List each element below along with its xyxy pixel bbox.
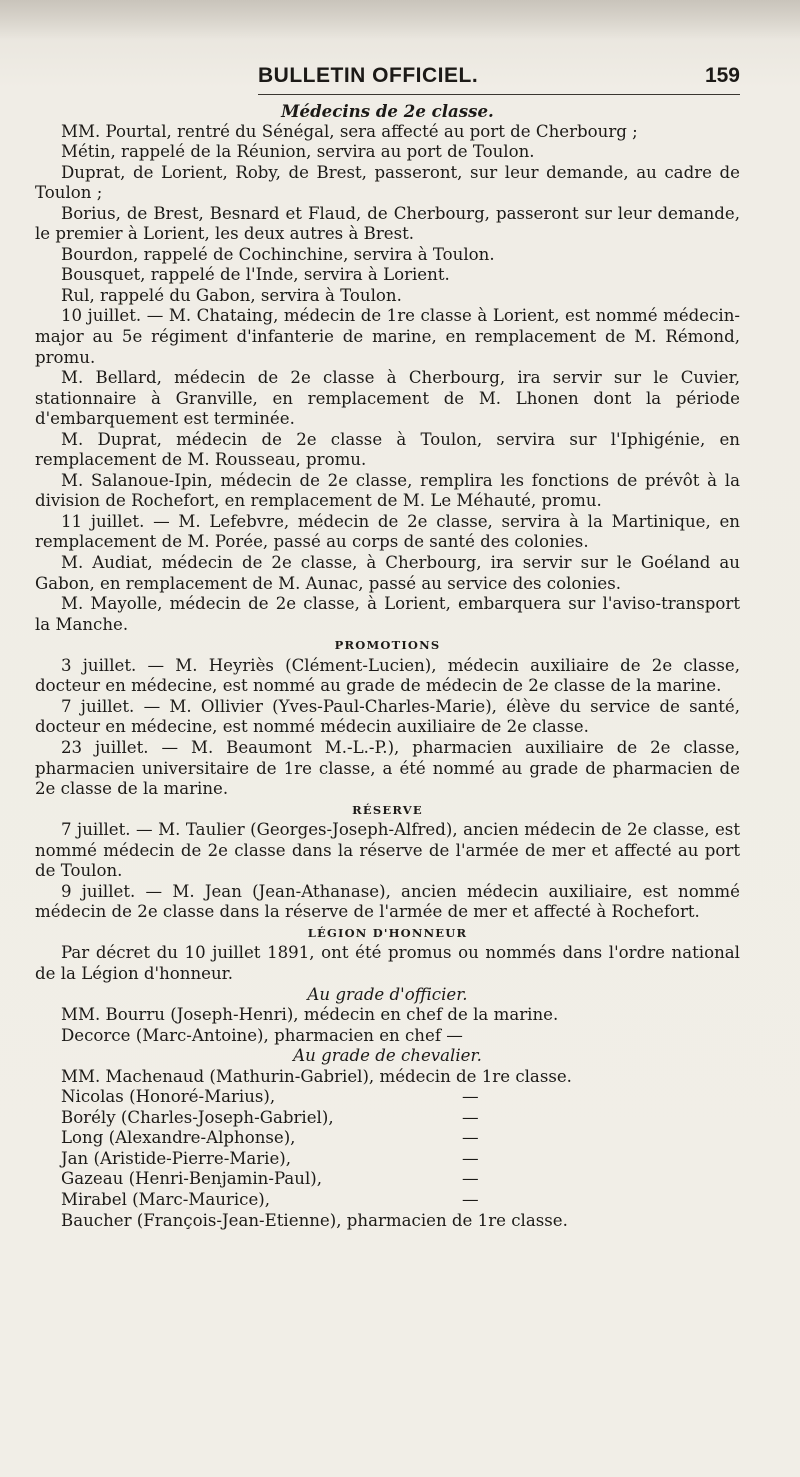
officier-entry: MM. Bourru (Joseph-Henri), médecin en chef de la marine. [61, 1005, 559, 1025]
paragraph: Bourdon, rappelé de Cochinchine, servira à Toulon. [61, 244, 495, 264]
ditto-mark: — [462, 1087, 479, 1107]
paragraph: MM. Pourtal, rentré du Sénégal, sera affecté au port de Cherbourg ; [61, 121, 638, 141]
promotion-entry: 23 juillet. — M. Beaumont M.-L.-P.), pharmacien auxiliaire de 2e classe, pharmacien universitaire de 1re classe, a été nommé au grade de pharmacien de 2e classe de la marine. [35, 737, 740, 799]
ditto-mark: — [462, 1169, 479, 1189]
subheading-officier [35, 985, 740, 1006]
document-body [35, 101, 740, 1231]
ditto-mark: — [462, 1148, 479, 1168]
ditto-mark: — [462, 1107, 479, 1127]
chevalier-entry [35, 1190, 740, 1211]
legion-intro: Par décret du 10 juillet 1891, ont été promus ou nommés dans l'ordre national de la Légion d'honneur. [35, 943, 740, 983]
section-heading-legion: LÉGION D'HONNEUR [307, 925, 468, 940]
ditto-mark: — [462, 1189, 479, 1209]
paragraph: M. Mayolle, médecin de 2e classe, à Lorient, embarquera sur l'aviso-transport la Manche. [35, 594, 740, 634]
paragraph: M. Bellard, médecin de 2e classe à Cherbourg, ira servir sur le Cuvier, stationnaire à Granville, en remplacement de M. Lhonen dont la période d'embarquement est terminée. [35, 368, 740, 429]
section-heading-promotions: PROMOTIONS [334, 638, 441, 653]
chevalier-name: Jan (Aristide-Pierre-Marie), [61, 1148, 292, 1168]
chevalier-name: Gazeau (Henri-Benjamin-Paul), [61, 1169, 322, 1189]
paragraph: 11 juillet. — M. Lefebvre, médecin de 2e classe, servira à la Martinique, en remplacement de M. Porée, passé au corps de santé des colonies. [35, 511, 740, 552]
chevalier-entry: MM. Machenaud (Mathurin-Gabriel), médecin de 1re classe. [61, 1066, 572, 1086]
subheading-chevalier [35, 1046, 740, 1067]
chevalier-entry [35, 1149, 740, 1170]
section-heading-reserve: RÉSERVE [352, 802, 423, 817]
officier-entry: Decorce (Marc-Antoine), pharmacien en chef — [61, 1025, 463, 1045]
page-header [258, 60, 740, 95]
subheading-chevalier-text: Au grade de chevalier. [293, 1046, 482, 1066]
paragraph: M. Audiat, médecin de 2e classe, à Cherbourg, ira servir sur le Goéland au Gabon, en remplacement de M. Aunac, passé au service des colonies. [35, 553, 740, 593]
chevalier-entry [35, 1169, 740, 1190]
scan-shadow [0, 0, 800, 40]
chevalier-name: Long (Alexandre-Alphonse), [61, 1128, 296, 1148]
chevalier-name: Mirabel (Marc-Maurice), [61, 1189, 271, 1209]
paragraph: Métin, rappelé de la Réunion, servira au port de Toulon. [61, 142, 535, 162]
chevalier-entry: Baucher (François-Jean-Etienne), pharmacien de 1re classe. [61, 1210, 568, 1230]
paragraph: 10 juillet. — M. Chataing, médecin de 1re classe à Lorient, est nommé médecin-major au 5e régiment d'infanterie de marine, en remplacement de M. Rémond, promu. [35, 306, 740, 367]
paragraph: Rul, rappelé du Gabon, servira à Toulon. [61, 285, 402, 305]
subheading-officier-text: Au grade d'officier. [307, 984, 468, 1004]
paragraph: Bousquet, rappelé de l'Inde, servira à Lorient. [61, 265, 450, 285]
reserve-entry: 7 juillet. — M. Taulier (Georges-Joseph-Alfred), ancien médecin de 2e classe, est nommé médecin de 2e classe dans la réserve de l'armée de mer et affecté au port de Toulon. [35, 820, 740, 881]
ditto-mark: — [462, 1128, 479, 1148]
chevalier-name: Borély (Charles-Joseph-Gabriel), [61, 1107, 334, 1127]
promotion-entry: 7 juillet. — M. Ollivier (Yves-Paul-Charles-Marie), élève du service de santé, docteur en médecine, est nommé médecin auxiliaire de 2e classe. [35, 696, 740, 737]
promotion-entry: 3 juillet. — M. Heyriès (Clément-Lucien), médecin auxiliaire de 2e classe, docteur en médecine, est nommé au grade de médecin de 2e classe de la marine. [35, 655, 740, 696]
chevalier-entry [35, 1087, 740, 1108]
running-title: BULLETIN OFFICIEL. [258, 64, 479, 87]
chevalier-name: Nicolas (Honoré-Marius), [61, 1087, 276, 1107]
chevalier-entry [35, 1108, 740, 1129]
section-heading-medecins: Médecins de 2e classe. [281, 101, 494, 121]
paragraph: M. Duprat, médecin de 2e classe à Toulon, servira sur l'Iphigénie, en remplacement de M. Rousseau, promu. [35, 429, 740, 470]
paragraph: M. Salanoue-Ipin, médecin de 2e classe, remplira les fonctions de prévôt à la division de Rochefort, en remplacement de M. Le Méhauté, promu. [35, 470, 740, 511]
chevalier-entry [35, 1128, 740, 1149]
paragraph: Borius, de Brest, Besnard et Flaud, de Cherbourg, passeront sur leur demande, le premier à Lorient, les deux autres à Brest. [35, 203, 740, 244]
page-number: 159 [704, 64, 740, 87]
reserve-entry: 9 juillet. — M. Jean (Jean-Athanase), ancien médecin auxiliaire, est nommé médecin de 2e classe dans la réserve de l'armée de mer et affecté à Rochefort. [35, 881, 740, 922]
paragraph: Duprat, de Lorient, Roby, de Brest, passeront, sur leur demande, au cadre de Toulon ; [35, 162, 740, 203]
